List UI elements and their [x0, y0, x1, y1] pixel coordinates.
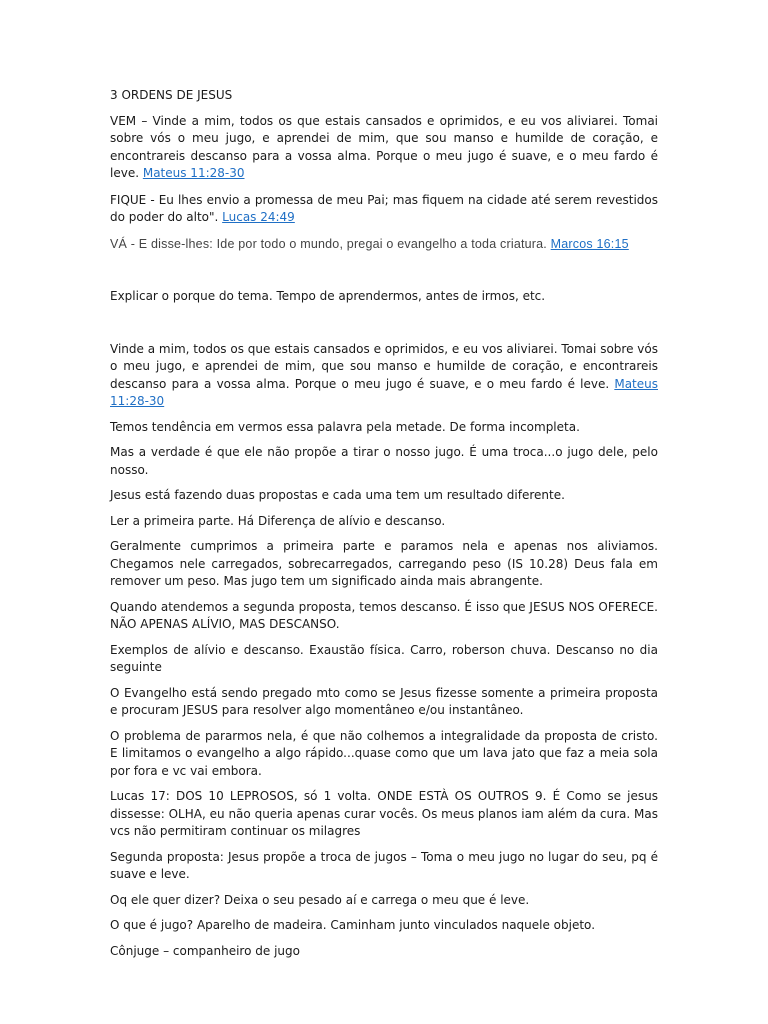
vem-paragraph: [110, 113, 658, 183]
explicar-paragraph: Explicar o porque do tema. Tempo de aprendermos, antes de irmos, etc.: [110, 289, 546, 303]
document-page: [110, 87, 658, 960]
body-paragraph: Oq ele quer dizer? Deixa o seu pesado aí e carrega o meu que é leve.: [110, 892, 530, 907]
body-paragraph: Temos tendência em vermos essa palavra pela metade. De forma incompleta.: [110, 419, 580, 434]
body-paragraph: Geralmente cumprimos a primeira parte e paramos nela e apenas nos aliviamos. Chegamos nele carregados, sobrecarregados, carregando peso (IS 10.28) Deus fala em remover um peso. Mas jugo tem um significado ainda mais abrangente.: [110, 539, 658, 588]
body-paragraph: Jesus está fazendo duas propostas e cada uma tem um resultado diferente.: [110, 488, 565, 502]
vinde-text: Vinde a mim, todos os que estais cansados e oprimidos, e eu vos aliviarei. Tomai sobre vós o meu jugo, e aprendei de mim, que sou manso e humilde de coração, e encontrareis descanso para a vossa alma. Porque o meu jugo é suave, e o meu fardo é leve.: [110, 341, 658, 391]
body-paragraph: Quando atendemos a segunda proposta, temos descanso. É isso que JESUS NOS OFERECE. NÃO APENAS ALÍVIO, MAS DESCANSO.: [110, 599, 658, 631]
vinde-paragraph: [110, 341, 658, 411]
body-paragraph: Lucas 17: DOS 10 LEPROSOS, só 1 volta. ONDE ESTÀ OS OUTROS 9. É Como se jesus dissesse: OLHA, eu não queria apenas curar vocês. Os meus planos iam além da cura. Mas vcs não permitiram continuar os milagres: [110, 789, 658, 838]
vem-text: VEM – Vinde a mim, todos os que estais cansados e oprimidos, e eu vos aliviarei. Tomai sobre vós o meu jugo, e aprendei de mim, que sou manso e humilde de coração, e encontrareis descanso para a vossa alma. Porque o meu jugo é suave, e o meu fardo é leve.: [110, 113, 658, 180]
body-paragraph: Segunda proposta: Jesus propõe a troca de jugos – Toma o meu jugo no lugar do seu, pq é suave e leve.: [110, 849, 658, 881]
document-title: 3 ORDENS DE JESUS: [110, 88, 233, 102]
vinde-ref-link[interactable]: Mateus 11:28-30: [110, 376, 658, 408]
fique-text: FIQUE - Eu lhes envio a promessa de meu Pai; mas fiquem na cidade até serem revestidos do poder do alto".: [110, 192, 658, 224]
body-paragraph: O Evangelho está sendo pregado mto como se Jesus fizesse somente a primeira proposta e procuram JESUS para resolver algo momentâneo e/ou instantâneo.: [110, 685, 658, 717]
va-text: VÁ - E disse-lhes: Ide por todo o mundo, pregai o evangelho a toda criatura.: [110, 236, 551, 251]
body-paragraph: O que é jugo? Aparelho de madeira. Caminham junto vinculados naquele objeto.: [110, 918, 596, 932]
fique-ref-link[interactable]: Lucas 24:49: [222, 210, 295, 224]
body-paragraph: Cônjuge – companheiro de jugo: [110, 943, 300, 958]
va-paragraph: [110, 236, 658, 254]
body-paragraph: Ler a primeira parte. Há Diferença de alívio e descanso.: [110, 513, 446, 528]
body-paragraph: O problema de pararmos nela, é que não colhemos a integralidade da proposta de cristo. E limitamos o evangelho a algo rápido...quase como que um lava jato que faz a meia sola por fora e vc vai embora.: [110, 728, 658, 778]
va-ref-link[interactable]: Marcos 16:15: [550, 236, 629, 251]
fique-paragraph: [110, 192, 658, 227]
body-paragraph: Exemplos de alívio e descanso. Exaustão física. Carro, roberson chuva. Descanso no dia seguinte: [110, 642, 658, 674]
body-paragraph: Mas a verdade é que ele não propõe a tirar o nosso jugo. É uma troca...o jugo dele, pelo nosso.: [110, 445, 658, 477]
vem-ref-link[interactable]: Mateus 11:28-30: [142, 166, 245, 180]
